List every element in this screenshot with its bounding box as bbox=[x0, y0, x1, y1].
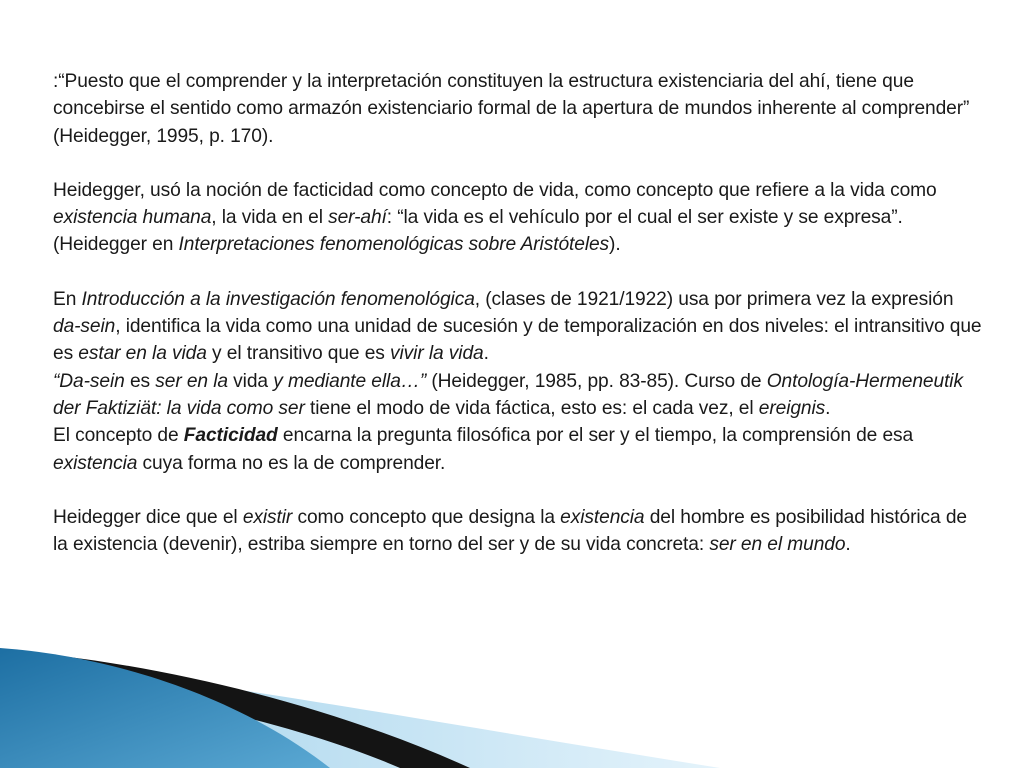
text-span: El concepto de bbox=[53, 425, 184, 447]
text-span: , identifica la vida como una unidad de sucesión y de temporalización en dos niveles: el intransitivo que es bbox=[53, 316, 982, 365]
text-span-italic: existir bbox=[242, 506, 293, 528]
paragraph-gap bbox=[53, 477, 983, 504]
paragraph-gap bbox=[53, 259, 983, 286]
text-span-italic: “Da-sein bbox=[53, 370, 125, 392]
paragraph-existir bbox=[53, 504, 983, 559]
paragraph-concepto-facticidad bbox=[53, 422, 983, 477]
text-span: vida bbox=[227, 370, 274, 392]
text-span: es bbox=[124, 370, 156, 392]
paragraph-gap bbox=[53, 150, 983, 177]
text-span: , (clases de 1921/1922) usa por primera vez la expresión bbox=[474, 288, 954, 310]
text-span: como concepto que designa la bbox=[292, 506, 561, 528]
text-span: En bbox=[53, 288, 82, 310]
text-span-italic: ser en el mundo bbox=[709, 534, 846, 556]
text-span: : “la vida es el vehículo por el cual el ser existe y se expresa”. (Heidegger en bbox=[53, 207, 903, 256]
text-span-italic: existencia bbox=[53, 452, 138, 474]
text-span-italic: Ontología-Hermeneutik der Faktiziät: la vida como ser bbox=[53, 370, 963, 419]
text-span-italic: ser en la bbox=[155, 370, 228, 392]
text-span: ). bbox=[609, 234, 621, 256]
text-span: y el transitivo que es bbox=[206, 343, 390, 365]
text-span-italic: da-sein bbox=[53, 316, 116, 338]
text-span: (Heidegger, 1985, pp. 83-85). Curso de bbox=[426, 370, 767, 392]
text-span-italic: Introducción a la investigación fenomenológica bbox=[81, 288, 475, 310]
text-span-italic: estar en la vida bbox=[78, 343, 207, 365]
paragraph-quote-comprender bbox=[53, 68, 983, 150]
text-span: . bbox=[825, 397, 831, 419]
text-span-italic: existencia humana bbox=[53, 207, 212, 229]
paragraph-facticidad-vida bbox=[53, 177, 983, 259]
text-span: encarna la pregunta filosófica por el ser y el tiempo, la comprensión de esa bbox=[277, 425, 914, 447]
text-span-italic: y mediante ella…” bbox=[273, 370, 427, 392]
text-span-italic: ereignis bbox=[758, 397, 826, 419]
text-span: tiene el modo de vida fáctica, esto es: el cada vez, el bbox=[304, 397, 759, 419]
paragraph-da-sein bbox=[53, 368, 983, 423]
text-span-italic: ser-ahí bbox=[328, 207, 387, 229]
text-span: del hombre es posibilidad histórica de la existencia (devenir), estriba siempre en torno del ser y de su vida concreta: bbox=[53, 506, 967, 556]
wave-blue-band bbox=[0, 648, 330, 768]
text-span: cuya forma no es la de comprender. bbox=[137, 452, 446, 474]
text-span: :“Puesto que el comprender y la interpretación constituyen la estructura existenciaria del ahí, tiene que concebirse el sentido como armazón existenciario formal de la apertura de mundos inherente al comprender” (Heidegger, 1995, p. 170). bbox=[53, 71, 970, 147]
wave-light-band bbox=[0, 660, 720, 768]
text-span-italic: existencia bbox=[560, 506, 645, 528]
text-span-italic: vivir la vida bbox=[390, 343, 484, 365]
text-span-italic: Interpretaciones fenomenológicas sobre Aristóteles bbox=[178, 234, 610, 256]
text-span: Heidegger dice que el bbox=[53, 506, 243, 528]
text-span: . bbox=[845, 534, 851, 556]
slide-body bbox=[53, 68, 983, 558]
text-span: , la vida en el bbox=[211, 207, 329, 229]
text-span: Heidegger, usó la noción de facticidad como concepto de vida, como concepto que refiere a la vida como bbox=[53, 179, 937, 201]
text-span-bold-italic: Facticidad bbox=[183, 425, 278, 447]
wave-dark-stripe bbox=[0, 650, 470, 768]
text-span: . bbox=[483, 343, 489, 365]
paragraph-introduccion bbox=[53, 286, 983, 368]
